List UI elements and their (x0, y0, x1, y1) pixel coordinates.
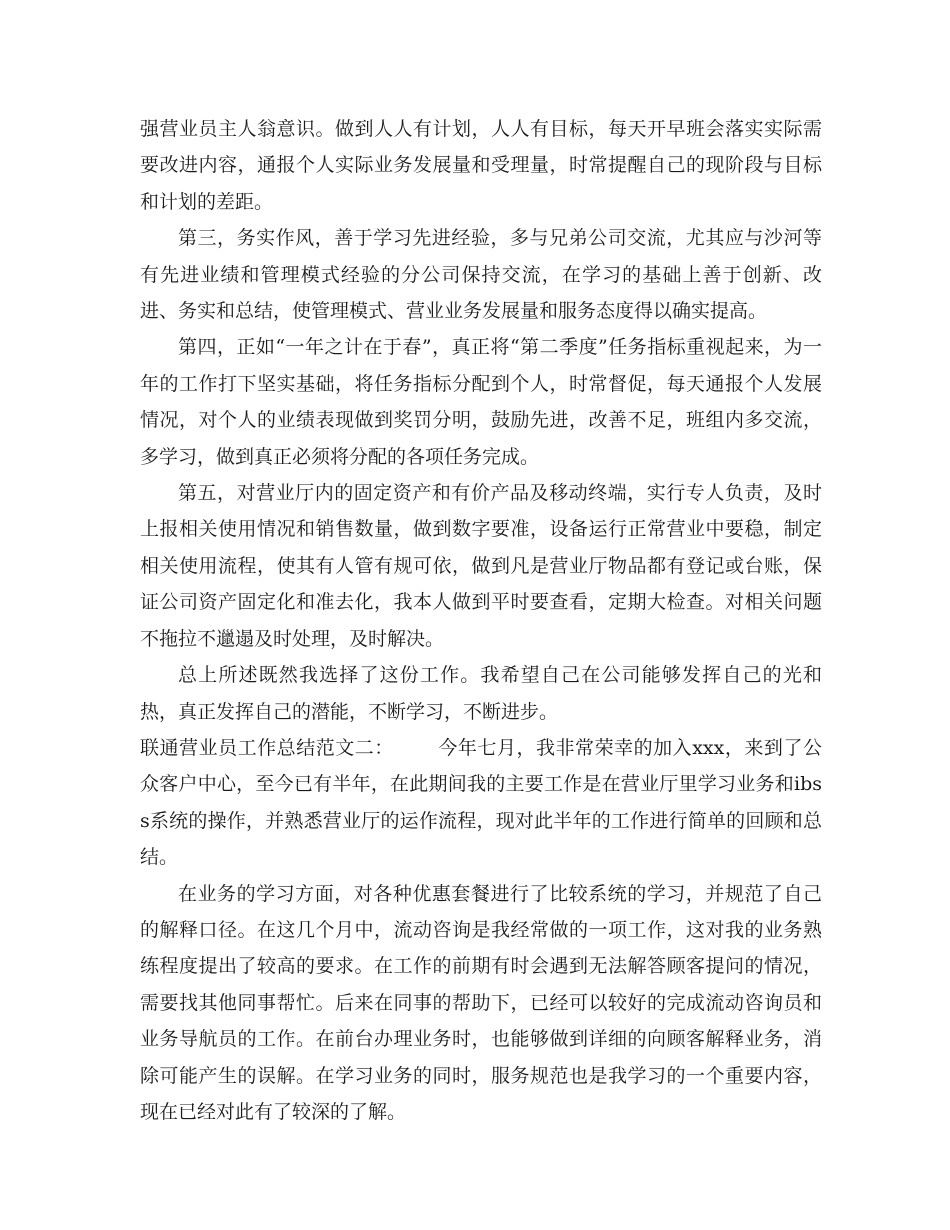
paragraph-intro-continued: 强营业员主人翁意识。做到人人有计划，人人有目标，每天开早班会落实实际需要改进内容，通报个人实际业务发展量和受理量，时常提醒自己的现阶段与目标和计划的差距。 (140, 118, 822, 213)
paragraph-point-five: 第五，对营业厅内的固定资产和有价产品及移动终端，实行专人负责，及时上报相关使用情况和销售数量，做到数字要准，设备运行正常营业中要稳，制定相关使用流程，使其有人管有规可依，做到凡是营业厅物品都有登记或台账，保证公司资产固定化和准去化，我本人做到平时要查看，定期大检查。对相关问题不拖拉不邋遢及时处理，及时解决。 (140, 482, 822, 650)
paragraph-summary: 总上所述既然我选择了这份工作。我希望自己在公司能够发挥自己的光和热，真正发挥自己的潜能，不断学习，不断进步。 (140, 664, 822, 723)
paragraph-business-learning: 在业务的学习方面，对各种优惠套餐进行了比较系统的学习，并规范了自己的解释口径。在这几个月中，流动咨询是我经常做的一项工作，这对我的业务熟练程度提出了较高的要求。在工作的前期有时会遇到无法解答顾客提问的情况，需要找其他同事帮忙。后来在同事的帮助下，已经可以较好的完成流动咨询员和业务导航员的工作。在前台办理业务时，也能够做到详细的向顾客解释业务，消除可能产生的误解。在学习业务的同时，服务规范也是我学习的一个重要内容，现在已经对此有了较深的了解。 (140, 882, 822, 1123)
section-two-paragraph (140, 730, 822, 876)
section-two-heading: 联通营业员工作总结范文二： (140, 736, 394, 759)
paragraph-point-four: 第四，正如“一年之计在于春”，真正将“第二季度”任务指标重视起来，为一年的工作打下坚实基础，将任务指标分配到个人，时常督促，每天通报个人发展情况，对个人的业绩表现做到奖罚分明，鼓励先进，改善不足，班组内多交流，多学习，做到真正必须将分配的各项任务完成。 (140, 336, 822, 468)
section-two-text: 今年七月，我非常荣幸的加入xxx，来到了公众客户中心，至今已有半年，在此期间我的主要工作是在营业厅里学习业务和ibss系统的操作，并熟悉营业厅的运作流程，现对此半年的工作进行简单的回顾和总结。 (140, 736, 822, 869)
paragraph-point-three: 第三，务实作风，善于学习先进经验，多与兄弟公司交流，尤其应与沙河等有先进业绩和管理模式经验的分公司保持交流，在学习的基础上善于创新、改进、务实和总结，使管理模式、营业业务发展量和服务态度得以确实提高。 (140, 227, 822, 323)
document-body (140, 111, 822, 1130)
